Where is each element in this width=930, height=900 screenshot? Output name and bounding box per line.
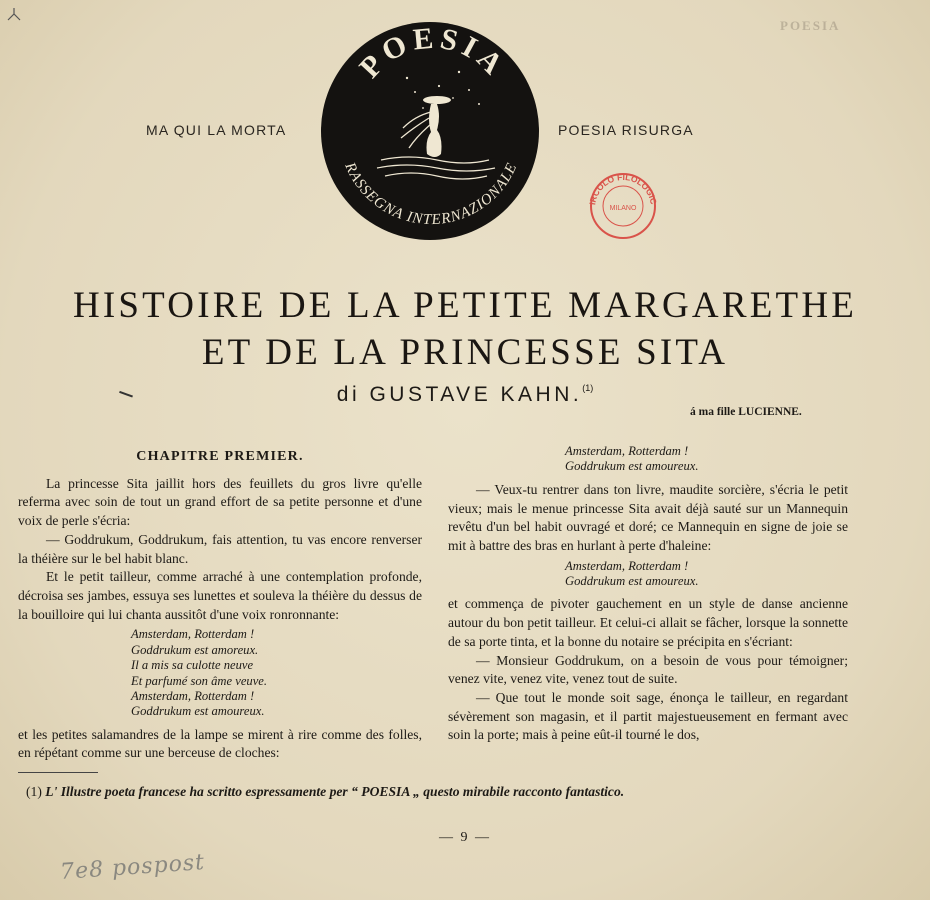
footnote-text: L' Illustre poeta francese ha scritto espressamente per “ POESIA „ questo mirabile racconto fantastico. [45,784,625,799]
corner-mark-icon [6,6,28,28]
chapter-heading: CHAPITRE PREMIER. [136,449,304,464]
footnote [26,782,846,801]
paragraph: Et le petit tailleur, comme arraché à une contemplation profonde, décroisa ses jambes, essuya ses lunettes et souleva la théière du dessus de la bouilloire qui lui chanta aussitôt d'une voix ronronnante: [18,569,422,622]
bleed-through-text: POESIA [780,18,841,33]
paragraph: et commença de pivoter gauchement en un style de danse ancienne autour du bon petit tailleur. Et celui-ci allait se fâcher, lorsque la sonnette de sa porte tinta, et la bonne du notaire se précipita en s'écriant: [448,596,848,649]
article-title-line1: HISTOIRE DE LA PETITE MARGARETHE [72,285,858,326]
right-column [448,444,848,745]
logo-top-text: POESIA [353,21,513,85]
author: di GUSTAVE KAHN. [336,383,583,406]
stamp-city: MILANO [609,205,637,212]
pencil-note: 7e8 pospost [59,849,206,886]
verse-line: Goddrukum est amoureux. [131,704,265,719]
poesia-logo-icon [319,20,543,242]
verse-line: Goddrukum est amoureux. [565,459,699,474]
page-number: — 9 — [439,830,491,845]
verse-block [448,559,848,590]
paragraph: et les petites salamandres de la lampe se mirent à rire comme des folles, en répétant comme sur une berceuse de cloches: [18,726,422,761]
paragraph: — Que tout le monde soit sage, énonça le tailleur, en regardant sévèrement son magasin, et il partit majestueusement en fermant avec soin la porte; mais à peine eût-il tourné le dos, [448,689,848,743]
verse-block [448,444,848,475]
verse-line: Goddrukum est amoreux. [131,642,259,657]
library-stamp-icon [585,168,661,240]
motto-right: POESIA RISURGA [558,122,694,138]
article-title-line2: ET DE LA PRINCESSE SITA [201,332,729,373]
verse-line: Amsterdam, Rotterdam ! [565,558,689,573]
paragraph: La princesse Sita jaillit hors des feuillets du gros livre qu'elle referma avec soin de tout un grand effort de sa petite personne et d'une voix de perle s'écria: [18,475,422,529]
motto-left: MA QUI LA MORTA [146,122,287,138]
verse-block [18,627,422,719]
paragraph: — Monsieur Goddrukum, on a besoin de vous pour témoigner; venez vite, venez vite, venez tout de suite. [448,652,848,687]
verse-line: Amsterdam, Rotterdam ! [131,627,255,642]
verse-line: Goddrukum est amoureux. [565,574,699,589]
verse-line: Il a mis sa culotte neuve [131,658,254,673]
byline [0,383,930,407]
paragraph: — Veux-tu rentrer dans ton livre, maudite sorcière, s'écria le petit vieux; mais le menue princesse Sita avait déjà sauté sur un Mannequin revêtu d'un bel habit ouvragé et doré; ce Mannequin en signe de joie se mit à battre des bras en hurlant à perte d'haleine: [448,481,848,553]
left-column [18,448,422,763]
stamp-text: IRCOLO FILOLOGIC [587,171,659,206]
footnote-rule [18,772,98,773]
paragraph: — Goddrukum, Goddrukum, fais attention, tu vas encore renverser la théière sur le bel habit blanc. [18,531,422,566]
verse-line: Amsterdam, Rotterdam ! [131,688,255,703]
verse-line: Amsterdam, Rotterdam ! [565,444,689,458]
dedication: á ma fille LUCIENNE. [690,406,802,418]
logo-bottom-text: RASSEGNA INTERNAZIONALE [341,160,521,229]
verse-line: Et parfumé son âme veuve. [131,673,268,688]
byline-note: (1) [582,383,594,393]
footnote-number: (1) [26,784,42,799]
